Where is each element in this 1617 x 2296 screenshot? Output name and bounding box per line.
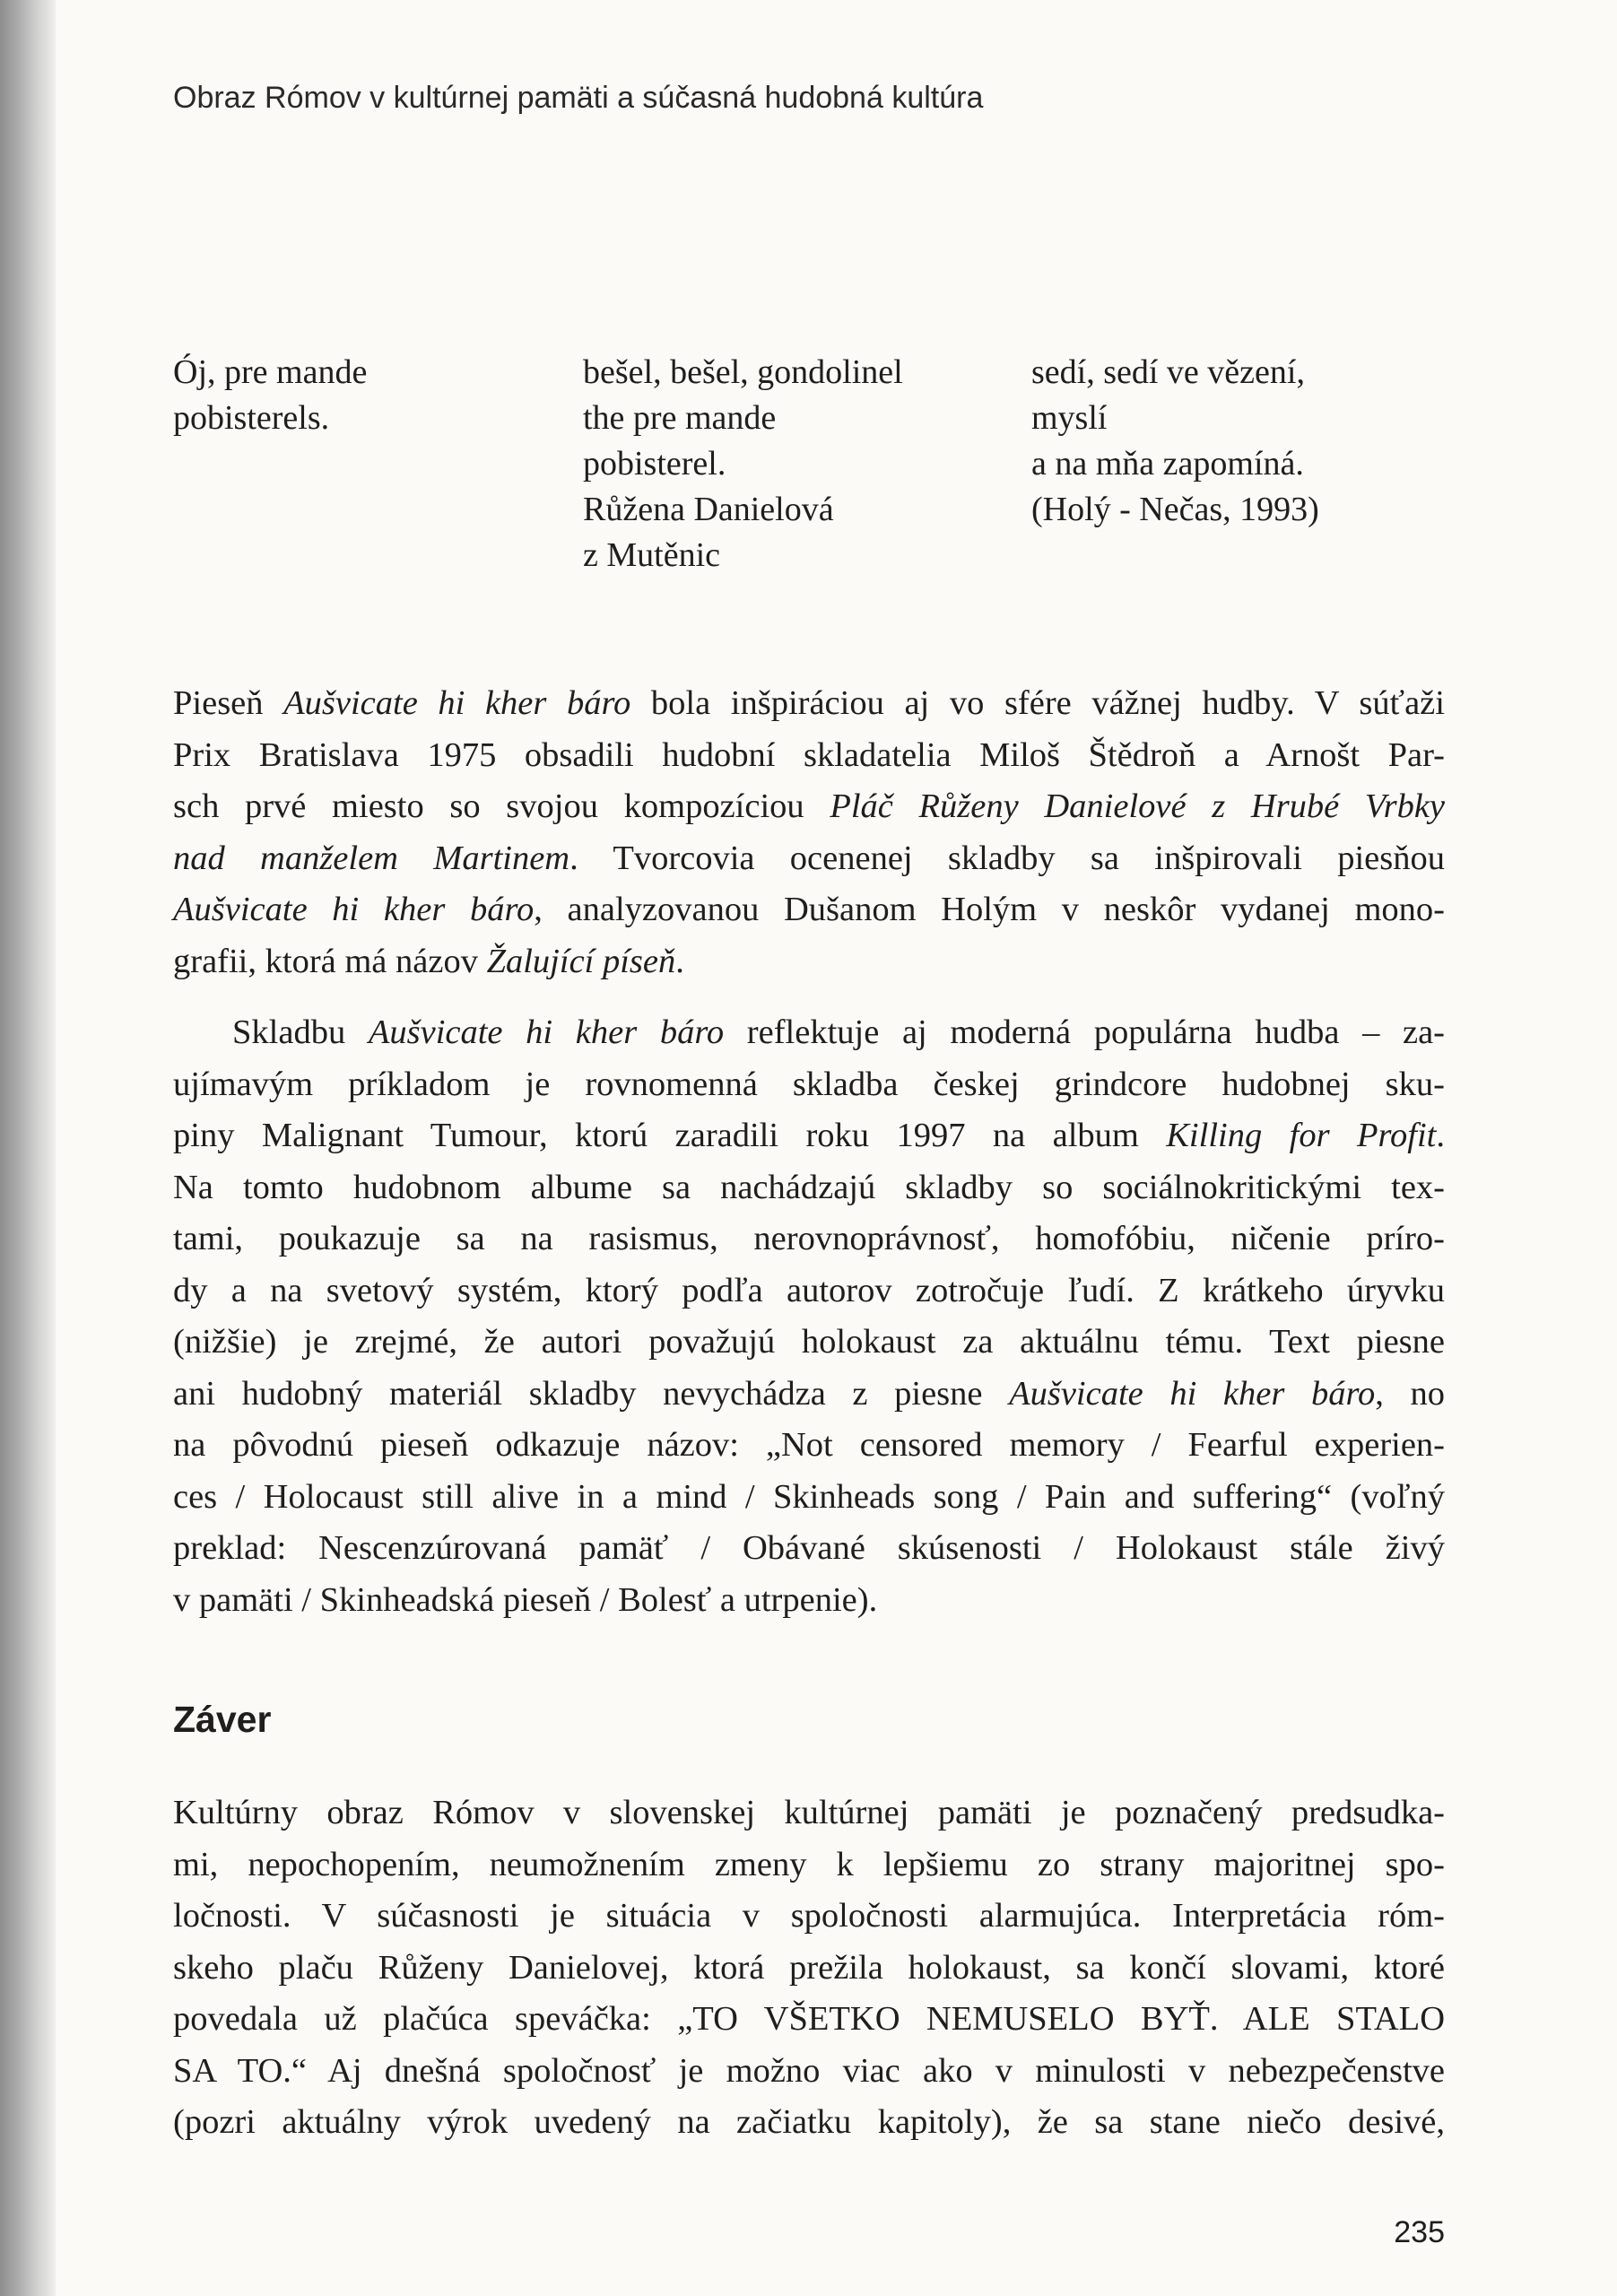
- text-line: skeho plaču Růženy Danielovej, ktorá prežila holokaust, sa končí slovami, ktoré: [173, 1948, 1445, 1987]
- paragraph-3: [173, 1787, 1445, 2149]
- verse-column-1: [173, 350, 367, 441]
- paragraph-1: [173, 678, 1445, 987]
- book-spine-shadow: [0, 0, 56, 2296]
- text-line: (nižšie) je zrejmé, že autori považujú holokaust za aktuálnu tému. Text piesne: [173, 1323, 1445, 1361]
- page-number: 235: [1394, 2215, 1445, 2249]
- text-line: Prix Bratislava 1975 obsadili hudobní skladatelia Miloš Štědroň a Arnošt Par-: [173, 735, 1445, 774]
- verse-line: a na mňa zapomíná.: [1031, 445, 1304, 483]
- text-line: preklad: Nescenzúrovaná pamäť / Obávané skúsenosti / Holokaust stále živý: [173, 1529, 1445, 1567]
- verse-line: myslí: [1031, 399, 1108, 437]
- text-line: na pôvodnú pieseň odkazuje názov: „Not censored memory / Fearful experien-: [173, 1426, 1445, 1464]
- text-line: Skladbu Aušvicate hi kher báro reflektuje aj moderná populárna hudba – za-: [232, 1013, 1445, 1051]
- section-heading: Záver: [173, 1699, 272, 1740]
- text-line: ločnosti. V súčasnosti je situácia v spoločnosti alarmujúca. Interpretácia róm-: [173, 1897, 1445, 1935]
- text-line: (pozri aktuálny výrok uvedený na začiatku kapitoly), že sa stane niečo desivé,: [173, 2103, 1445, 2141]
- text-line: grafii, ktorá má názov Žalující píseň.: [173, 942, 684, 980]
- verse-line: pobisterels.: [173, 399, 330, 437]
- text-line: v pamäti / Skinheadská pieseň / Bolesť a utrpenie).: [173, 1580, 878, 1619]
- text-line: dy a na svetový systém, ktorý podľa autorov zotročuje ľudí. Z krátkeho úryvku: [173, 1271, 1445, 1309]
- text-line: Na tomto hudobnom albume sa nachádzajú skladby so sociálnokritickými tex-: [173, 1168, 1445, 1206]
- text-line: nad manželem Martinem. Tvorcovia ocenenej skladby sa inšpirovali piesňou: [173, 839, 1445, 877]
- text-line: ces / Holocaust still alive in a mind / Skinheads song / Pain and suffering“ (voľný: [173, 1477, 1445, 1516]
- verse-line: bešel, bešel, gondolinel: [583, 353, 903, 391]
- text-line: tami, poukazuje sa na rasismus, nerovnoprávnosť, homofóbiu, ničenie príro-: [173, 1220, 1445, 1257]
- verse-line: z Mutěnic: [583, 536, 721, 574]
- paragraph-2: [173, 1007, 1445, 1626]
- text-line: ujímavým príkladom je rovnomenná skladba českej grindcore hudobnej sku-: [173, 1065, 1445, 1103]
- text-line: sch prvé miesto so svojou kompozíciou Pláč Růženy Danielové z Hrubé Vrbky: [173, 787, 1445, 825]
- verse-column-2: [583, 350, 903, 578]
- text-line: Pieseň Aušvicate hi kher báro bola inšpiráciou aj vo sfére vážnej hudby. V súťaži: [173, 684, 1445, 722]
- verse-line: (Holý - Nečas, 1993): [1031, 491, 1319, 528]
- verse-line: sedí, sedí ve vězení,: [1031, 353, 1305, 391]
- text-line: piny Malignant Tumour, ktorú zaradili roku 1997 na album Killing for Profit.: [173, 1117, 1445, 1154]
- text-line: SA TO.“ Aj dnešná spoločnosť je možno viac ako v minulosti v nebezpečenstve: [173, 2051, 1445, 2090]
- text-line: ani hudobný materiál skladby nevychádza z piesne Aušvicate hi kher báro, no: [173, 1374, 1445, 1413]
- verse-line: the pre mande: [583, 399, 777, 437]
- verse-column-3: [1031, 350, 1319, 533]
- verse-line: pobisterel.: [583, 445, 726, 483]
- text-line: povedala už plačúca speváčka: „TO VŠETKO NEMUSELO BYŤ. ALE STALO: [173, 2000, 1445, 2038]
- verse-line: Růžena Danielová: [583, 491, 834, 528]
- verse-line: Ój, pre mande: [173, 353, 368, 391]
- text-line: Kultúrny obraz Rómov v slovenskej kultúrnej pamäti je poznačený predsudka-: [173, 1794, 1445, 1831]
- text-line: mi, nepochopením, neumožnením zmeny k lepšiemu zo strany majoritnej spo-: [173, 1845, 1445, 1883]
- text-line: Aušvicate hi kher báro, analyzovanou Dušanom Holým v neskôr vydanej mono-: [173, 891, 1445, 928]
- running-head: Obraz Rómov v kultúrnej pamäti a súčasná hudobná kultúra: [173, 81, 984, 115]
